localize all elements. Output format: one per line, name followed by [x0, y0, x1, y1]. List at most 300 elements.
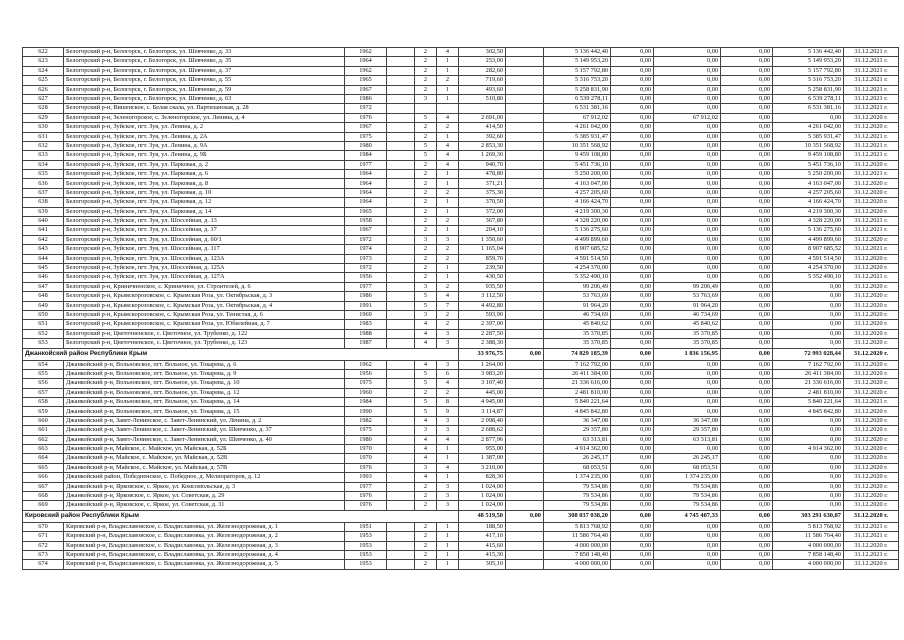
col11-cell: 0,00: [721, 379, 773, 388]
col12-cell: 7 858 148,40: [773, 550, 844, 559]
date-cell: 31.12.2020 г.: [844, 235, 899, 244]
col9-cell: 0,00: [611, 104, 654, 113]
entrances-cell: 2: [437, 310, 459, 319]
region-name: Кировский район Республики Крым: [23, 510, 459, 522]
col10-cell: 0,00: [654, 198, 721, 207]
entrances-cell: 1: [437, 132, 459, 141]
col12-cell: 11 586 764,40: [773, 532, 844, 541]
row-number: 649: [23, 301, 64, 310]
total-cost-cell: 4 257 205,60: [544, 188, 611, 197]
col10-cell: 36 347,08: [654, 416, 721, 425]
col11-cell: 0,00: [721, 532, 773, 541]
row-number: 667: [23, 482, 64, 491]
table-row: [23, 369, 899, 378]
total-cost-cell: 5 250 200,00: [544, 170, 611, 179]
year-built-cell: 1953: [345, 550, 387, 559]
col9-cell: 0,00: [611, 445, 654, 454]
col12-cell: 4 000 000,00: [773, 541, 844, 550]
row-number: 622: [23, 48, 64, 57]
table-row: [23, 454, 899, 463]
col9-cell: 0,00: [611, 463, 654, 472]
col10-cell: 0,00: [654, 254, 721, 263]
area-cell: 48 519,50: [459, 510, 506, 522]
col10-cell: 0,00: [654, 360, 721, 369]
floors-cell: 3: [415, 310, 437, 319]
entrances-cell: 3: [437, 482, 459, 491]
col9-cell: 0,00: [611, 226, 654, 235]
col7-cell: [506, 160, 544, 169]
entrances-cell: 2: [437, 76, 459, 85]
blank-cell: [387, 66, 415, 75]
total-cost-cell: 45 840,62: [544, 320, 611, 329]
col10-cell: 0,00: [654, 407, 721, 416]
year-built-cell: 1964: [345, 57, 387, 66]
table-row: [23, 360, 899, 369]
col11-cell: 0,00: [721, 463, 773, 472]
year-built-cell: 1990: [345, 407, 387, 416]
col11-cell: 0,00: [721, 160, 773, 169]
year-built-cell: 1986: [345, 94, 387, 103]
floors-cell: 2: [415, 217, 437, 226]
area-cell: 2 688,62: [459, 426, 506, 435]
area-cell: 392,60: [459, 132, 506, 141]
area-cell: 1 350,60: [459, 235, 506, 244]
col7-cell: [506, 398, 544, 407]
table-row: [23, 273, 899, 282]
address-cell: Белогорский р-н, Цветочненское, с. Цветочное, ул. Трубенко, д. 123: [64, 339, 345, 348]
entrances-cell: 1: [437, 263, 459, 272]
blank-cell: [387, 426, 415, 435]
date-cell: 31.12.2020 г.: [844, 482, 899, 491]
area-cell: 2 691,00: [459, 113, 506, 122]
table-row: [23, 57, 899, 66]
total-cost-cell: 5 316 753,20: [544, 76, 611, 85]
date-cell: 31.12.2020 г.: [844, 282, 899, 291]
col9-cell: 0,00: [611, 301, 654, 310]
blank-cell: [387, 263, 415, 272]
row-number: 669: [23, 501, 64, 510]
col11-cell: 0,00: [721, 407, 773, 416]
area-cell: 3 983,20: [459, 369, 506, 378]
col12-cell: 4 000 000,00: [773, 560, 844, 569]
col10-cell: 26 245,17: [654, 454, 721, 463]
table-row: [23, 310, 899, 319]
entrances-cell: 2: [437, 188, 459, 197]
area-cell: 2 098,40: [459, 416, 506, 425]
entrances-cell: 1: [437, 550, 459, 559]
col12-cell: 4 254 370,00: [773, 263, 844, 272]
total-cost-cell: 26 245,17: [544, 454, 611, 463]
col11-cell: 0,00: [721, 76, 773, 85]
table-row: [23, 416, 899, 425]
address-cell: Белогорский р-н, Крымскорозовское, с. Крымская Роза, ул. Октябрьская, д. 4: [64, 301, 345, 310]
total-cost-cell: 5 157 792,80: [544, 66, 611, 75]
date-cell: 31.12.2020 г.: [844, 501, 899, 510]
col7-cell: [506, 407, 544, 416]
col7-cell: [506, 113, 544, 122]
table-row: [23, 245, 899, 254]
col11-cell: 0,00: [721, 235, 773, 244]
col11-cell: 0,00: [721, 329, 773, 338]
address-cell: Белогорский р-н, Зуйское, пгт. Зуя, ул. Ленина, д. 2А: [64, 132, 345, 141]
year-built-cell: 1969: [345, 310, 387, 319]
total-cost-cell: 6 531 381,16: [544, 104, 611, 113]
row-number: 665: [23, 463, 64, 472]
address-cell: Джанкойский р-н, Ярковское, с. Яркое, ул. Советская, д. 31: [64, 501, 345, 510]
col10-cell: 0,00: [654, 188, 721, 197]
total-cost-cell: 5 136 442,40: [544, 48, 611, 57]
col12-cell: 4 163 047,00: [773, 179, 844, 188]
area-cell: 593,90: [459, 310, 506, 319]
col9-cell: 0,00: [611, 339, 654, 348]
total-cost-cell: 67 912,02: [544, 113, 611, 122]
year-built-cell: 1974: [345, 245, 387, 254]
entrances-cell: 2: [437, 320, 459, 329]
date-cell: 31.12.2021 г.: [844, 532, 899, 541]
entrances-cell: 1: [437, 207, 459, 216]
floors-cell: 2: [415, 560, 437, 569]
blank-cell: [387, 501, 415, 510]
col7-cell: [506, 66, 544, 75]
floors-cell: 5: [415, 379, 437, 388]
address-cell: Джанкойский р-н, Майское, с. Майское, ул. Майская, д. 52В: [64, 454, 345, 463]
blank-cell: [387, 170, 415, 179]
total-cost-cell: 4 000 000,00: [544, 560, 611, 569]
date-cell: 31.12.2020 г.: [844, 160, 899, 169]
blank-cell: [387, 482, 415, 491]
row-number: 661: [23, 426, 64, 435]
area-cell: 940,70: [459, 160, 506, 169]
col12-cell: 21 336 616,00: [773, 379, 844, 388]
entrances-cell: 4: [437, 379, 459, 388]
blank-cell: [387, 310, 415, 319]
col12-cell: 4 166 424,70: [773, 198, 844, 207]
col10-cell: 0,00: [654, 170, 721, 179]
area-cell: 3 107,40: [459, 379, 506, 388]
col11-cell: 0,00: [721, 188, 773, 197]
floors-cell: 5: [415, 369, 437, 378]
col11-cell: 0,00: [721, 388, 773, 397]
col9-cell: 0,00: [611, 282, 654, 291]
col9-cell: 0,00: [611, 273, 654, 282]
col11-cell: 0,00: [721, 207, 773, 216]
blank-cell: [387, 491, 415, 500]
date-cell: 31.12.2021 г.: [844, 398, 899, 407]
address-cell: Белогорский р-н, Зуйское, пгт. Зуя, ул. Парковая, д. 12: [64, 198, 345, 207]
floors-cell: 2: [415, 170, 437, 179]
total-cost-cell: 5 451 736,10: [544, 160, 611, 169]
floors-cell: 3: [415, 94, 437, 103]
area-cell: 2 853,30: [459, 141, 506, 150]
year-built-cell: 1965: [345, 76, 387, 85]
year-built-cell: 1967: [345, 85, 387, 94]
table-row: [23, 198, 899, 207]
address-cell: Белогорский р-н, Белогорск, г. Белогорск, ул. Шевченко, д. 35: [64, 57, 345, 66]
floors-cell: 2: [415, 76, 437, 85]
col9-cell: 0,00: [611, 132, 654, 141]
date-cell: 31.12.2021 г.: [844, 151, 899, 160]
table-row: [23, 104, 899, 113]
col10-cell: 0,00: [654, 560, 721, 569]
total-cost-cell: 4 261 042,00: [544, 123, 611, 132]
floors-cell: 2: [415, 179, 437, 188]
col10-cell: 35 370,85: [654, 339, 721, 348]
date-cell: 31.12.2020 г.: [844, 379, 899, 388]
col12-cell: 5 157 792,80: [773, 66, 844, 75]
table-row: [23, 482, 899, 491]
col11-cell: 0,00: [721, 473, 773, 482]
area-cell: 3 114,87: [459, 407, 506, 416]
year-built-cell: 1982: [345, 416, 387, 425]
blank-cell: [387, 329, 415, 338]
row-number: 631: [23, 132, 64, 141]
year-built-cell: 1986: [345, 292, 387, 301]
date-cell: 31.12.2020 г.: [844, 179, 899, 188]
total-cost-cell: 74 829 185,39: [544, 348, 611, 360]
table-row: [23, 426, 899, 435]
blank-cell: [387, 254, 415, 263]
total-cost-cell: 63 313,81: [544, 435, 611, 444]
col10-cell: 0,00: [654, 85, 721, 94]
address-cell: Джанкойский р-н, Вольновское, пгт. Вольное, ул. Токарева, д. 9: [64, 369, 345, 378]
col10-cell: 0,00: [654, 151, 721, 160]
year-built-cell: 1972: [345, 263, 387, 272]
entrances-cell: 1: [437, 170, 459, 179]
col12-cell: 5 136 442,40: [773, 48, 844, 57]
year-built-cell: 1970: [345, 445, 387, 454]
col12-cell: 10 351 568,92: [773, 141, 844, 150]
table-row: [23, 445, 899, 454]
col7-cell: [506, 226, 544, 235]
table-row: [23, 388, 899, 397]
col7-cell: [506, 463, 544, 472]
col7-cell: [506, 360, 544, 369]
blank-cell: [387, 123, 415, 132]
row-number: 640: [23, 217, 64, 226]
date-cell: 31.12.2020 г.: [844, 292, 899, 301]
entrances-cell: 1: [437, 560, 459, 569]
area-cell: 430,50: [459, 273, 506, 282]
col7-cell: [506, 550, 544, 559]
area-cell: 253,00: [459, 57, 506, 66]
entrances-cell: 1: [437, 57, 459, 66]
year-built-cell: 1975: [345, 426, 387, 435]
col7-cell: [506, 426, 544, 435]
col10-cell: 0,00: [654, 217, 721, 226]
col10-cell: 0,00: [654, 369, 721, 378]
col12-cell: 303 291 630,87: [773, 510, 844, 522]
col7-cell: [506, 445, 544, 454]
row-number: 664: [23, 454, 64, 463]
col10-cell: 0,00: [654, 141, 721, 150]
col7-cell: [506, 541, 544, 550]
blank-cell: [387, 407, 415, 416]
col12-cell: 5 451 736,10: [773, 160, 844, 169]
area-cell: 828,30: [459, 473, 506, 482]
address-cell: Белогорский р-н, Зуйское, пгт. Зуя, ул. Парковая, д. 6: [64, 170, 345, 179]
col7-cell: [506, 94, 544, 103]
area-cell: 282,60: [459, 66, 506, 75]
col7-cell: [506, 369, 544, 378]
col9-cell: 0,00: [611, 94, 654, 103]
year-built-cell: 1975: [345, 132, 387, 141]
total-cost-cell: 79 534,86: [544, 482, 611, 491]
blank-cell: [387, 532, 415, 541]
table-row: [23, 560, 899, 569]
entrances-cell: 1: [437, 532, 459, 541]
entrances-cell: 1: [437, 94, 459, 103]
blank-cell: [387, 445, 415, 454]
col7-cell: [506, 416, 544, 425]
entrances-cell: 4: [437, 113, 459, 122]
entrances-cell: 4: [437, 160, 459, 169]
area-cell: 2 397,00: [459, 320, 506, 329]
col10-cell: 0,00: [654, 94, 721, 103]
col10-cell: 0,00: [654, 398, 721, 407]
date-cell: 31.12.2020 г.: [844, 463, 899, 472]
area-cell: 2 877,96: [459, 435, 506, 444]
col7-cell: [506, 245, 544, 254]
row-number: 659: [23, 407, 64, 416]
col10-cell: 0,00: [654, 235, 721, 244]
entrances-cell: 2: [437, 217, 459, 226]
blank-cell: [387, 369, 415, 378]
address-cell: Белогорский р-н, Крымскорозовское, с. Крымская Роза, ул. Тенистая, д. 6: [64, 310, 345, 319]
entrances-cell: 2: [437, 123, 459, 132]
col7-cell: [506, 522, 544, 531]
floors-cell: 2: [415, 522, 437, 531]
col7-cell: [506, 151, 544, 160]
blank-cell: [387, 245, 415, 254]
date-cell: 31.12.2020 г.: [844, 188, 899, 197]
year-built-cell: 1983: [345, 320, 387, 329]
blank-cell: [387, 113, 415, 122]
col9-cell: 0,00: [611, 522, 654, 531]
floors-cell: 5: [415, 301, 437, 310]
area-cell: 3 210,00: [459, 463, 506, 472]
total-cost-cell: 5 840 221,64: [544, 398, 611, 407]
entrances-cell: 1: [437, 445, 459, 454]
row-number: 660: [23, 416, 64, 425]
entrances-cell: 3: [437, 360, 459, 369]
row-number: 644: [23, 254, 64, 263]
col7-cell: [506, 532, 544, 541]
date-cell: 31.12.2020 г.: [844, 407, 899, 416]
col11-cell: 0,00: [721, 301, 773, 310]
region-name: Джанкойский район Республики Крым: [23, 348, 459, 360]
col11-cell: 0,00: [721, 151, 773, 160]
date-cell: 31.12.2020 г.: [844, 491, 899, 500]
blank-cell: [387, 339, 415, 348]
table-row: [23, 217, 899, 226]
floors-cell: 2: [415, 198, 437, 207]
col10-cell: 67 912,02: [654, 113, 721, 122]
floors-cell: 2: [415, 482, 437, 491]
col9-cell: 0,00: [611, 550, 654, 559]
col10-cell: 0,00: [654, 76, 721, 85]
area-cell: 445,00: [459, 388, 506, 397]
col12-cell: 4 499 899,60: [773, 235, 844, 244]
col11-cell: 0,00: [721, 104, 773, 113]
entrances-cell: 4: [437, 292, 459, 301]
row-number: 634: [23, 160, 64, 169]
col9-cell: 0,00: [611, 141, 654, 150]
row-number: 648: [23, 292, 64, 301]
col10-cell: 0,00: [654, 104, 721, 113]
floors-cell: 5: [415, 292, 437, 301]
col7-cell: [506, 76, 544, 85]
entrances-cell: 1: [437, 179, 459, 188]
blank-cell: [387, 179, 415, 188]
total-cost-cell: 36 347,08: [544, 416, 611, 425]
col11-cell: 0,00: [721, 141, 773, 150]
address-cell: Кировский р-н, Владиславовское, с. Владиславовка, ул. Железнодорожная, д. 3: [64, 541, 345, 550]
area-cell: 239,50: [459, 263, 506, 272]
col11-cell: 0,00: [721, 245, 773, 254]
year-built-cell: 1984: [345, 398, 387, 407]
col12-cell: 0,00: [773, 463, 844, 472]
address-cell: Джанкойский р-н, Вольновское, пгт. Вольное, ул. Токарева, д. 6: [64, 360, 345, 369]
floors-cell: 4: [415, 329, 437, 338]
table-row: [23, 226, 899, 235]
row-number: 671: [23, 532, 64, 541]
area-cell: 1 165,04: [459, 245, 506, 254]
total-cost-cell: 5 258 831,90: [544, 85, 611, 94]
col9-cell: 0,00: [611, 66, 654, 75]
date-cell: 31.12.2021 г.: [844, 94, 899, 103]
area-cell: 375,30: [459, 188, 506, 197]
year-built-cell: 1991: [345, 301, 387, 310]
blank-cell: [387, 560, 415, 569]
col7-cell: [506, 207, 544, 216]
col9-cell: 0,00: [611, 207, 654, 216]
col11-cell: 0,00: [721, 491, 773, 500]
table-body: [23, 48, 899, 570]
floors-cell: [415, 104, 437, 113]
col12-cell: 5 316 753,20: [773, 76, 844, 85]
col9-cell: 0,00: [611, 263, 654, 272]
area-cell: 1 269,30: [459, 151, 506, 160]
year-built-cell: 1977: [345, 160, 387, 169]
col9-cell: 0,00: [611, 57, 654, 66]
col7-cell: [506, 179, 544, 188]
date-cell: 31.12.2021 г.: [844, 522, 899, 531]
address-cell: Белогорский р-н, Зуйское, пгт. Зуя, ул. Шоссейная, д. 60/1: [64, 235, 345, 244]
total-cost-cell: 2 481 810,00: [544, 388, 611, 397]
blank-cell: [387, 235, 415, 244]
date-cell: 31.12.2021 г.: [844, 245, 899, 254]
table-row: [23, 141, 899, 150]
address-cell: Джанкойский р-н, Ярковское, с. Яркое, ул. Советская, д. 29: [64, 491, 345, 500]
table-row: [23, 179, 899, 188]
total-cost-cell: 35 370,85: [544, 329, 611, 338]
table-row: [23, 407, 899, 416]
row-number: 651: [23, 320, 64, 329]
table-row: [23, 207, 899, 216]
blank-cell: [387, 226, 415, 235]
entrances-cell: 1: [437, 66, 459, 75]
year-built-cell: 1988: [345, 329, 387, 338]
col10-cell: 63 313,81: [654, 435, 721, 444]
date-cell: 31.12.2020 г.: [844, 123, 899, 132]
col12-cell: 0,00: [773, 113, 844, 122]
col12-cell: 0,00: [773, 329, 844, 338]
blank-cell: [387, 94, 415, 103]
total-cost-cell: 68 053,51: [544, 463, 611, 472]
address-cell: Белогорский р-н, Зуйское, пгт. Зуя, ул. Шоссейная, д. 123А: [64, 254, 345, 263]
col12-cell: 0,00: [773, 416, 844, 425]
row-number: 636: [23, 179, 64, 188]
